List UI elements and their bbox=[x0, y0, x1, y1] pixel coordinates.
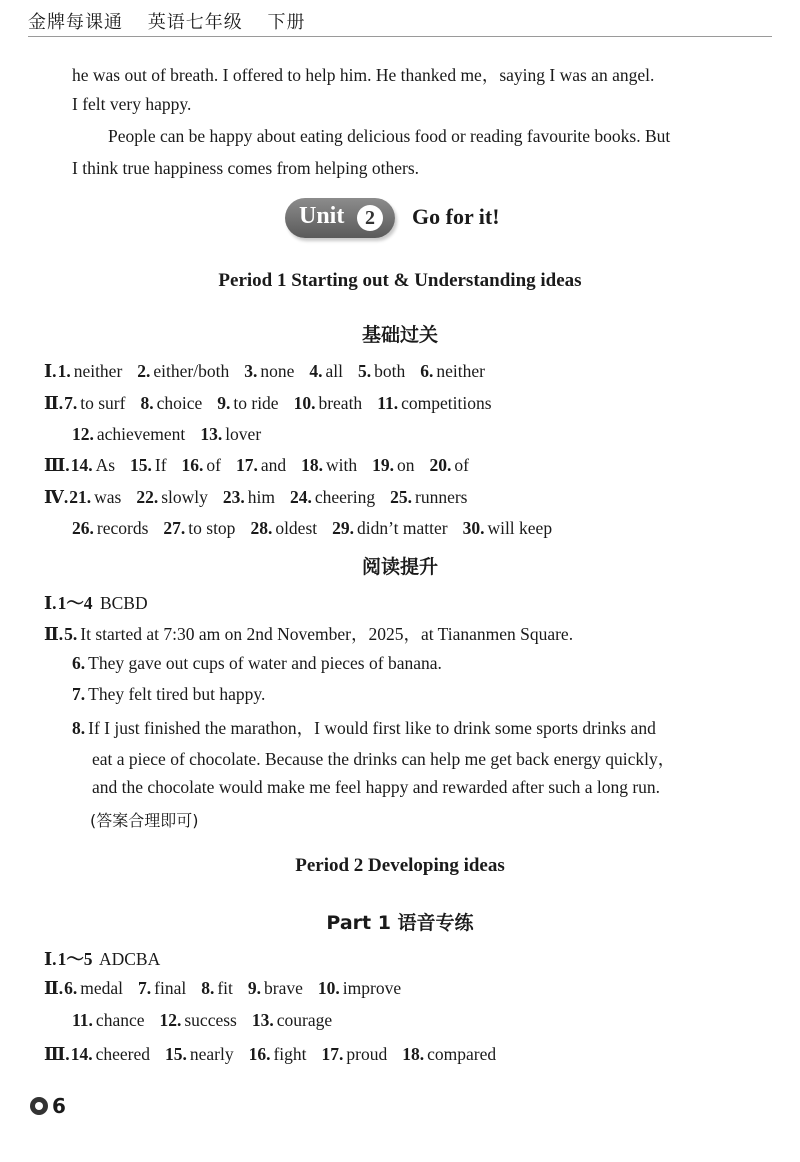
period-2-title: Period 2 Developing ideas bbox=[295, 855, 505, 876]
intro-line-4: I think true happiness comes from helping others. bbox=[72, 158, 420, 178]
unit-number: 2 bbox=[357, 205, 383, 231]
part-1-title: Part 1 语音专练 bbox=[326, 912, 474, 934]
intro-line-1: he was out of breath. I offered to help him. He thanked me，saying I was an angel. bbox=[72, 65, 655, 85]
reading-q8-line3: and the chocolate would make me feel happy and rewarded after such a long run. bbox=[92, 777, 661, 797]
p1-section-III: Ⅲ.14. As 15. If 16. of 17. and 18. with 19. on 20. of bbox=[44, 455, 469, 475]
unit-title: Go for it! bbox=[412, 204, 500, 229]
reading-q8-note: (答案合理即可) bbox=[90, 811, 199, 830]
reading-heading: 阅读提升 bbox=[361, 556, 438, 578]
intro-line-2: I felt very happy. bbox=[72, 94, 192, 114]
running-header bbox=[28, 8, 323, 34]
period-1-title: Period 1 Starting out & Understanding ideas bbox=[218, 270, 582, 291]
reading-q5: Ⅱ.5. It started at 7:30 am on 2nd November，2025，at Tiananmen Square. bbox=[44, 624, 574, 644]
p2-section-III: Ⅲ.14. cheered 15. nearly 16. fight 17. proud 18. compared bbox=[44, 1044, 497, 1064]
p1-section-IV-row2: 26. records 27. to stop 28. oldest 29. didn’t matter 30. will keep bbox=[72, 518, 553, 538]
p1-section-IV-row1: Ⅳ.21. was 22. slowly 23. him 24. cheering 25. runners bbox=[44, 487, 468, 507]
intro-line-3: People can be happy about eating delicious food or reading favourite books. But bbox=[108, 126, 671, 146]
book-name: 金牌每课通 bbox=[28, 12, 123, 33]
p1-section-I: Ⅰ.1. neither 2. either/both 3. none 4. all 5. both 6. neither bbox=[44, 361, 485, 381]
reading-q8-line1: 8. If I just finished the marathon，I would first like to drink some sports drinks and bbox=[72, 718, 656, 738]
header-divider bbox=[28, 36, 772, 37]
page-number: 6 bbox=[52, 1094, 66, 1118]
reading-q6: 6. They gave out cups of water and pieces of banana. bbox=[72, 653, 442, 673]
subject-name: 英语七年级 bbox=[147, 12, 243, 33]
unit-badge bbox=[285, 198, 395, 238]
reading-q7: 7. They felt tired but happy. bbox=[72, 684, 266, 704]
page-marker-icon bbox=[30, 1097, 48, 1115]
reading-section-I: Ⅰ.1～4 BCBD bbox=[44, 593, 148, 613]
basic-heading: 基础过关 bbox=[361, 324, 438, 346]
p2-section-II-row2: 11. chance 12. success 13. courage bbox=[72, 1010, 333, 1030]
p1-section-II-row1: Ⅱ.7. to surf 8. choice 9. to ride 10. breath 11. competitions bbox=[44, 393, 492, 413]
p2-section-I: Ⅰ.1～5 ADCBA bbox=[44, 949, 161, 969]
p1-section-II-row2: 12. achievement 13. lover bbox=[72, 424, 262, 444]
unit-label: Unit bbox=[299, 203, 345, 229]
reading-q8-line2: eat a piece of chocolate. Because the drinks can help me get back energy quickly， bbox=[92, 749, 676, 769]
volume-name: 下册 bbox=[267, 12, 306, 33]
p2-section-II-row1: Ⅱ.6. medal 7. final 8. fit 9. brave 10. improve bbox=[44, 978, 402, 998]
